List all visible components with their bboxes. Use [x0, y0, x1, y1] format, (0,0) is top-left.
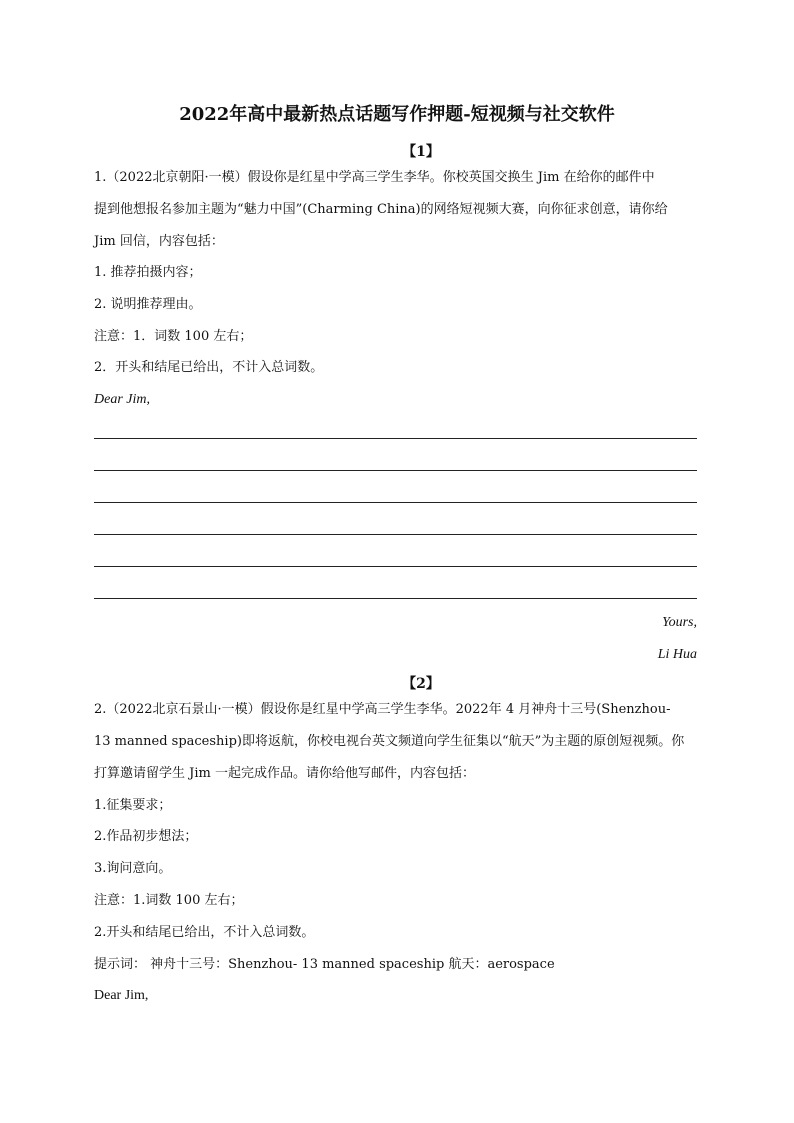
q1-signature: Li Hua [657, 647, 697, 662]
q1-line-4: 1. 推荐拍摄内容； [94, 265, 202, 280]
q2-line-3: 打算邀请留学生 Jim 一起完成作品。请你给他写邮件，内容包括： [94, 766, 475, 781]
q2-line-5: 2.作品初步想法； [94, 829, 198, 844]
answer-line [94, 534, 697, 535]
answer-line [94, 566, 697, 567]
q1-line-2: 提到他想报名参加主题为“魅力中国”(Charming China)的网络短视频大赛，向你征求创意，请你给 [94, 202, 668, 217]
q2-line-9: 提示词： 神舟十三号：Shenzhou- 13 manned spaceship 航天：aerospace [94, 957, 555, 972]
q2-line-1: 2.（2022北京石景山·一模）假设你是红星中学高三学生李华。2022年 4 月神舟十三号(Shenzhou- [94, 702, 671, 717]
q2-line-6: 3.询问意向。 [94, 861, 172, 876]
q1-line-6: 注意：1．词数 100 左右； [94, 329, 253, 344]
page-title: 2022年高中最新热点话题写作押题-短视频与社交软件 [179, 104, 615, 125]
q2-greeting: Dear Jim, [94, 988, 149, 1003]
q2-line-8: 2.开头和结尾已给出，不计入总词数。 [94, 925, 315, 940]
q1-greeting: Dear Jim, [94, 392, 150, 407]
q2-line-7: 注意：1.词数 100 左右； [94, 893, 244, 908]
answer-line [94, 502, 697, 503]
section-marker-2: 【2】 [402, 676, 440, 692]
section-marker-1: 【1】 [402, 144, 440, 160]
q2-line-2: 13 manned spaceship)即将返航，你校电视台英文频道向学生征集以“航天”为主题的原创短视频。你 [94, 734, 685, 749]
answer-line [94, 470, 697, 471]
q2-line-4: 1.征集要求； [94, 798, 172, 813]
q1-line-3: Jim 回信，内容包括： [94, 234, 224, 249]
q1-closing: Yours, [662, 615, 697, 630]
answer-line [94, 598, 697, 599]
answer-line [94, 438, 697, 439]
q1-line-7: 2．开头和结尾已给出，不计入总词数。 [94, 360, 324, 375]
q1-line-1: 1.（2022北京朝阳·一模）假设你是红星中学高三学生李华。你校英国交换生 Jim 在给你的邮件中 [94, 170, 655, 185]
q1-line-5: 2. 说明推荐理由。 [94, 297, 202, 312]
